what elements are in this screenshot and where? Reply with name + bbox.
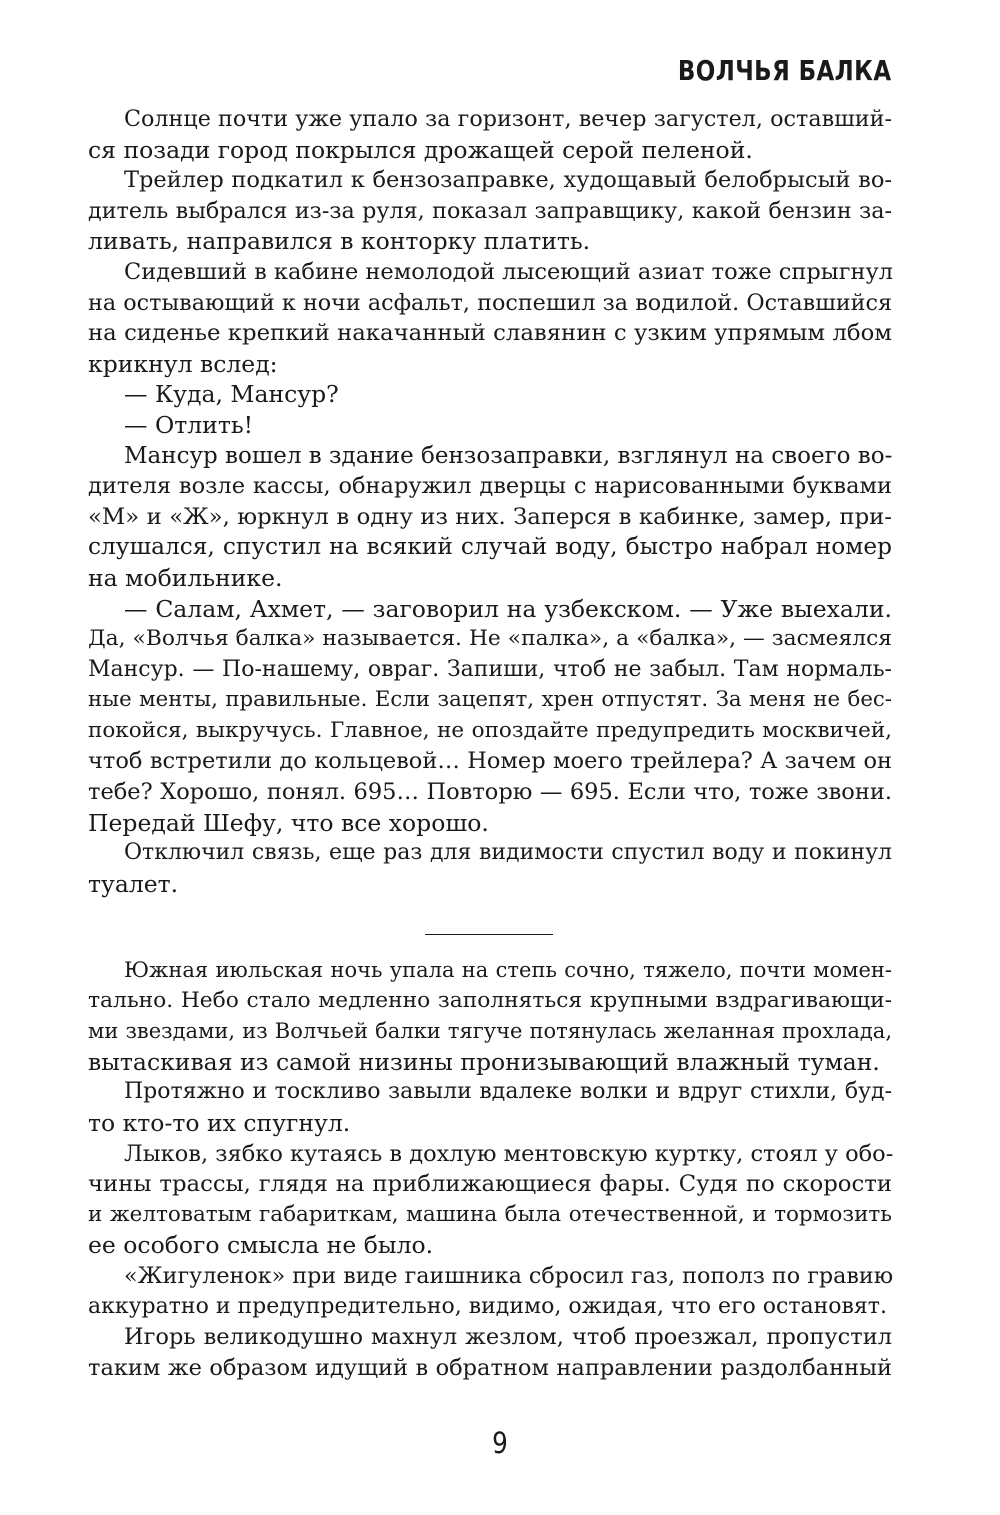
text-line: — Отлить!: [124, 410, 254, 439]
text-line: Сидевший в кабине немолодой лысеющий азиат тоже спрыгнул: [124, 258, 894, 285]
text-line: то кто-то их спугнул.: [88, 1108, 351, 1137]
text-line: Трейлер подкатил к бензозаправке, худощавый белобрысый во-: [124, 167, 892, 194]
text-line: и желтоватым габариткам, машина была отечественной, и тормозить: [88, 1201, 892, 1227]
text-line: Передай Шефу, что все хорошо.: [88, 808, 489, 837]
text-line: туалет.: [88, 869, 179, 898]
text-line: Мансур. — По-нашему, овраг. Запиши, чтоб не забыл. Там нормаль-: [88, 656, 892, 682]
text-line: вытаскивая из самой низины пронизывающий влажный туман.: [88, 1047, 880, 1076]
text-line: Мансур вошел в здание бензозаправки, взглянул на своего во-: [124, 442, 893, 469]
text-line: Протяжно и тоскливо завыли вдалеке волки и вдруг стихли, буд-: [124, 1079, 892, 1105]
text-line: дителя возле кассы, обнаружил дверцы с нарисованными буквами: [88, 473, 892, 500]
text-line: ся позади город покрылся дрожащей серой пеленой.: [88, 135, 753, 164]
text-line: аккуратно и предупредительно, видимо, ожидая, что его остановят.: [88, 1293, 887, 1319]
text-line: ливать, направился в конторку платить.: [88, 227, 591, 256]
text-line: тально. Небо стало медленно заполняться крупными вздрагивающи-: [88, 987, 892, 1013]
text-line: — Салам, Ахмет, — заговорил на узбекском. — Уже выехали.: [124, 594, 892, 623]
text-line: чтоб встретили до кольцевой… Номер моего трейлера? А зачем он: [88, 748, 892, 775]
text-line: чины трассы, глядя на приближающиеся фары. Судя по скорости: [88, 1171, 892, 1198]
section-separator: [425, 934, 553, 935]
text-line: слушался, спустил на всякий случай воду, быстро набрал номер: [88, 533, 892, 561]
text-line: «М» и «Ж», юркнул в одну из них. Заперся в кабинке, замер, при-: [88, 503, 892, 530]
text-line: Лыков, зябко кутаясь в дохлую ментовскую куртку, стоял у обо-: [124, 1140, 894, 1167]
text-line: Да, «Волчья балка» называется. Не «палка», а «балка», — засмеялся: [88, 626, 892, 652]
text-line: покойся, выкручусь. Главное, не опоздайте предупредить москвичей,: [88, 717, 892, 743]
text-line: Южная июльская ночь упала на степь сочно, тяжело, почти момен-: [124, 958, 892, 982]
text-line: ные менты, правильные. Если зацепят, хрен отпустят. За меня не бес-: [88, 687, 892, 713]
text-line: ее особого смысла не было.: [88, 1231, 434, 1260]
page-number: 9: [492, 1426, 508, 1460]
running-head: ВОЛЧЬЯ БАЛКА: [678, 54, 892, 87]
text-line: Игорь великодушно махнул жезлом, чтоб проезжал, пропустил: [124, 1324, 892, 1351]
text-line: на остывающий к ночи асфальт, поспешил за водилой. Оставшийся: [88, 289, 892, 316]
text-line: на мобильнике.: [88, 563, 283, 592]
text-line: ми звездами, из Волчьей балки тягуче потянулась желанная прохлада,: [88, 1019, 892, 1044]
text-block-2: [88, 955, 892, 1383]
text-line: дитель выбрался из-за руля, показал заправщику, какой бензин за-: [88, 197, 892, 224]
text-line: Солнце почти уже упало за горизонт, вечер загустел, оставший-: [124, 106, 892, 132]
text-block-1: [88, 104, 892, 899]
text-line: — Куда, Мансур?: [124, 380, 339, 409]
text-line: тебе? Хорошо, понял. 695… Повторю — 695. Если что, тоже звони.: [88, 779, 892, 806]
text-line: «Жигуленок» при виде гаишника сбросил газ, пополз по гравию: [124, 1262, 894, 1289]
text-line: Отключил связь, еще раз для видимости спустил воду и покинул: [124, 840, 892, 866]
text-line: таким же образом идущий в обратном направлении раздолбанный: [88, 1354, 892, 1381]
text-line: на сиденье крепкий накачанный славянин с узким упрямым лбом: [88, 320, 892, 347]
text-line: крикнул вслед:: [88, 349, 278, 378]
